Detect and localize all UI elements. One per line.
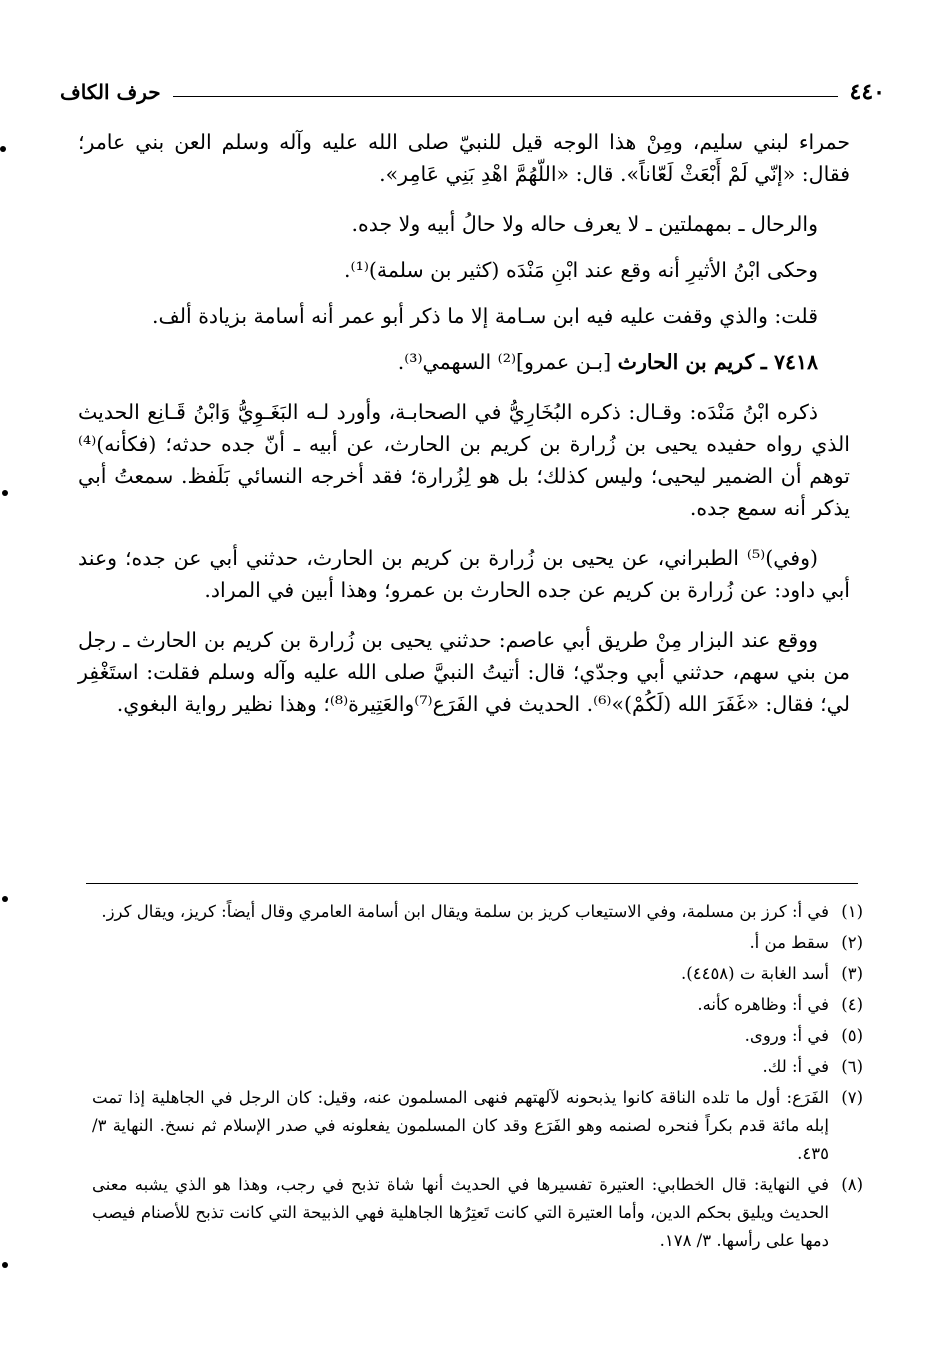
paragraph-5: ذكره ابْنُ مَنْدَه: وقـال: ذكره البُخَارِيُّ في الصحابـة، وأورد لـه البَغَـوِيُّ وَابْنُ قَـانِع الحديث الذي رواه حفيده يحيى بن زُرارة بن كريم بن الحارث، عن أبيه ـ أنّ جده حدثه؛ (فكأنه)⁽⁴⁾ توهم أن الضمير ليحيى؛ وليس كذلك؛ بل هو لِزُرارة؛ فقد أخرجه النسائي بَلَفظ. سمعتُ أبي يذكر أنه سمع جده. xyxy=(78,400,850,520)
paragraph-3: وحكى ابْنُ الأثيرِ أنه وقع عند ابْنِ مَنْدَه (كثير بن سلمة)⁽¹⁾. xyxy=(344,258,818,282)
margin-speck xyxy=(2,896,8,902)
footnote-text: في أ: كرز بن مسلمة، وفي الاستيعاب كريز بن سلمة ويقال ابن أسامة العامري وقال أيضاً: كريز، ويقال كرز. xyxy=(101,902,829,921)
footnote xyxy=(92,898,863,926)
footnote-text: في أ: وروى. xyxy=(744,1026,829,1045)
running-header xyxy=(60,74,885,110)
footnote-text: في أ: وظاهره كأنه. xyxy=(697,995,829,1014)
footnote-text: سقط من أ. xyxy=(749,933,829,952)
footnote-number: (٦) xyxy=(841,1057,863,1076)
footnote xyxy=(92,1171,863,1255)
margin-speck xyxy=(2,1262,8,1268)
footnote-text: أسد الغابة ت (٤٤٥٨). xyxy=(681,964,829,983)
footnote-number: (٣) xyxy=(841,964,863,983)
footnote-separator xyxy=(86,883,858,884)
footnote-number: (١) xyxy=(841,902,863,921)
paragraph-7: ووقع عند البزار مِنْ طريق أبي عاصم: حدثني يحيى بن زُرارة بن كريم بن الحارث ـ رجل من بني سهم، حدثني أبي وجدّي؛ قال: أتيتُ النبيَّ صلى الله عليه وآله وسلم فقلت: استَغْفِر لي؛ فقال: «غَفَرَ الله (لَكُمْ)»⁽⁶⁾. الحديث في الفَرَع⁽⁷⁾والعَتِيرة⁽⁸⁾؛ وهذا نظير رواية البغوي. xyxy=(78,628,850,716)
footnote-text: في النهاية: قال الخطابي: العتيرة تفسيرها في الحديث أنها شاة تذبح في رجب، وهذا هو الذي يشبه معنى الحديث ويليق بحكم الدين، وأما العتيرة التي كانت تَعتِرُها الجاهلية فهي الذبيحة التي كانت تذبح للأصنام فيصب دمها على رأسها. ٣/ ١٧٨. xyxy=(92,1175,829,1250)
header-rule xyxy=(173,96,838,97)
section-title: حرف الكاف xyxy=(60,80,161,104)
paragraph-1: حمراء لبني سليم، ومِنْ هذا الوجه قيل للنبيّ صلى الله عليه وآله وسلم العن بني عامر؛ فقال: «إنّي لَمْ أَبْعَثْ لَعّاناً». قال: «اللّهُمَّ اهْدِ بَنِي عَامِر». xyxy=(78,130,850,186)
margin-speck xyxy=(0,146,6,152)
entry-heading xyxy=(78,346,850,378)
footnote-number: (٢) xyxy=(841,933,863,952)
footnote-text: الفَرَع: أول ما تلده الناقة كانوا يذبحونه لآلهتهم فنهى المسلمون عنه، وقيل: كان الرجل في الجاهلية إذا تمت إبله مائة قدم بكراً فنحره لصنمه وهو الفَرَع وقد كان المسلمون يفعلونه في صدر الإسلام ثم نسخ. النهاية ٣/ ٤٣٥. xyxy=(92,1088,829,1163)
footnote-number: (٨) xyxy=(841,1175,863,1194)
entry-number: ٧٤١٨ ـ xyxy=(760,350,818,374)
footnote xyxy=(92,960,863,988)
footnote-text: في أ: لك. xyxy=(762,1057,829,1076)
footnote-number: (٤) xyxy=(841,995,863,1014)
footnote xyxy=(92,1022,863,1050)
footnote xyxy=(92,991,863,1019)
paragraph-4: قلت: والذي وقفت عليه فيه ابن سـامة إلا ما ذكر أبو عمر أنه أسامة بزيادة ألف. xyxy=(152,304,818,328)
entry-name: كريم بن الحارث xyxy=(617,350,755,374)
footnote xyxy=(92,1053,863,1081)
footnote-number: (٧) xyxy=(841,1088,863,1107)
footnotes xyxy=(92,898,863,1258)
main-text xyxy=(78,126,850,738)
paragraph-6: (وفي)⁽⁵⁾ الطبراني، عن يحيى بن زُرارة بن كريم بن الحارث، حدثني أبي عن جده؛ وعند أبي داود: عن زُرارة بن كريم عن جده الحارث بن عمرو؛ وهذا أبين في المراد. xyxy=(78,546,850,602)
paragraph-2: والرحال ـ بمهملتين ـ لا يعرف حاله ولا حالُ أبيه ولا جده. xyxy=(351,212,818,236)
page-number: ٤٤٠ xyxy=(849,79,885,105)
footnote xyxy=(92,929,863,957)
margin-speck xyxy=(2,490,8,496)
entry-rest: [بـن عمرو]⁽²⁾ السهمي⁽³⁾. xyxy=(397,350,612,374)
footnote xyxy=(92,1084,863,1168)
footnote-number: (٥) xyxy=(841,1026,863,1045)
